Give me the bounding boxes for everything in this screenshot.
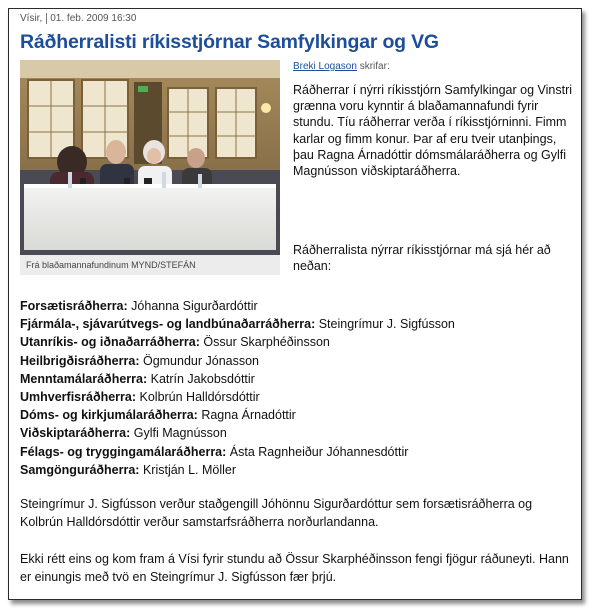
minister-row xyxy=(20,315,575,333)
minister-role: Fjármála-, sjávarútvegs- og landbúnaðarráðherra: xyxy=(20,317,316,332)
minister-row xyxy=(20,461,575,479)
minister-name: Gylfi Magnússon xyxy=(133,426,227,441)
minister-name: Ásta Ragnheiður Jóhannesdóttir xyxy=(229,444,409,459)
article-frame xyxy=(8,8,582,600)
minister-role: Forsætisráðherra: xyxy=(20,299,128,313)
minister-name: Katrín Jakobsdóttir xyxy=(150,371,255,386)
minister-role: Umhverfisráðherra: xyxy=(20,390,137,405)
author-line xyxy=(293,61,390,72)
minister-row xyxy=(20,424,575,442)
minister-row xyxy=(20,443,575,461)
list-intro-paragraph: Ráðherralista nýrrar ríkisstjórnar má sjá hér að neðan: xyxy=(293,243,551,274)
intro-paragraph: Ráðherrar í nýrri ríkisstjórn Samfylkingar og Vinstri grænna voru kynntir á blaðamannafundi fyrir stundu. Tíu ráðherrar verða í ríkisstjórninni. Fimm karlar og fimm konur. Þar af eru tveir utanþings, þau Ragna Árnadóttir dómsmálaráðherra og Gylfi Magnússon viðskiptaráðherra. xyxy=(293,83,573,179)
minister-role: Dóms- og kirkjumálaráðherra: xyxy=(20,408,198,423)
minister-row xyxy=(20,352,575,370)
article-title: Ráðherralisti ríkisstjórnar Samfylkingar og VG xyxy=(20,31,439,53)
author-link[interactable]: Breki Logason xyxy=(293,61,357,72)
minister-name: Kristján L. Möller xyxy=(142,462,237,477)
minister-name: Jóhanna Sigurðardóttir xyxy=(131,299,258,313)
article-meta xyxy=(20,13,140,24)
minister-row xyxy=(20,297,575,315)
publish-timestamp: 01. feb. 2009 16:30 xyxy=(46,13,136,24)
minister-role: Heilbrigðisráðherra: xyxy=(20,353,140,368)
minister-role: Samgönguráðherra: xyxy=(20,462,140,477)
minister-row xyxy=(20,388,575,406)
minister-name: Steingrímur J. Sigfússon xyxy=(318,317,455,332)
deputy-paragraph: Steingrímur J. Sigfússon verður staðgengill Jóhönnu Sigurðardóttur sem forsætisráðherra og Kolbrún Halldórsdóttir verður samstarfsráðherra norðurlandanna. xyxy=(20,497,533,529)
minister-role: Menntamálaráðherra: xyxy=(20,371,148,386)
minister-name: Ragna Árnadóttir xyxy=(201,408,296,423)
press-conference-photo xyxy=(20,60,280,255)
minister-name: Ögmundur Jónasson xyxy=(142,353,260,368)
minister-name: Kolbrún Halldórsdóttir xyxy=(139,390,260,405)
correction-paragraph: Ekki rétt eins og kom fram á Vísi fyrir stundu að Össur Skarphéðinsson fengi fjögur ráðuneyti. Hann er einungis með tvö en Steingrímur J. Sigfússon fær þrjú. xyxy=(20,552,569,584)
minister-row xyxy=(20,406,575,424)
article-photo xyxy=(20,60,280,278)
minister-row xyxy=(20,370,575,388)
photo-caption: Frá blaðamannafundinum MYND/STEFÁN xyxy=(20,255,280,275)
minister-role: Viðskiptaráðherra: xyxy=(20,426,131,441)
minister-list xyxy=(20,297,575,479)
minister-row xyxy=(20,333,575,351)
minister-name: Össur Skarphéðinsson xyxy=(203,335,330,350)
author-suffix: skrifar: xyxy=(359,61,390,72)
source-label: Vísir, xyxy=(20,13,43,24)
minister-role: Félags- og tryggingamálaráðherra: xyxy=(20,444,227,459)
minister-role: Utanríkis- og iðnaðarráðherra: xyxy=(20,335,200,350)
